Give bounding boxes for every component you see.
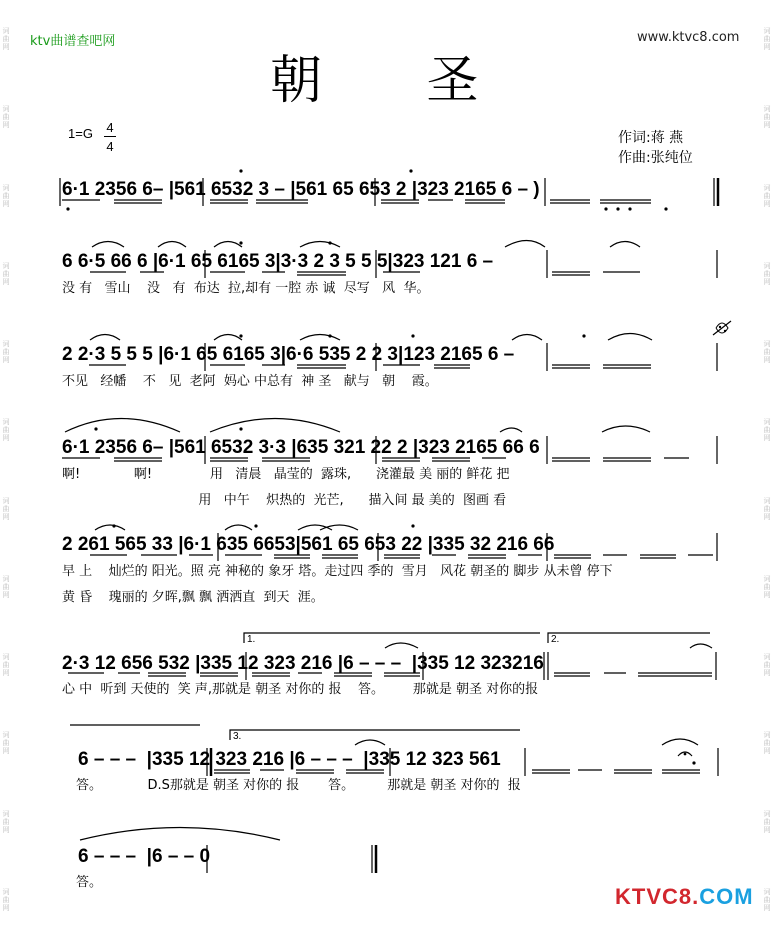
side-text: 词曲网 (2, 574, 10, 599)
side-text: 词曲网 (763, 809, 771, 834)
lyric-row-4a: 啊! 啊! 用 清晨 晶莹的 露珠, 浇灌最 美 丽的 鲜花 把 (62, 467, 510, 482)
time-bottom: 4 (104, 136, 116, 154)
logo-text-blue: COM (699, 884, 754, 909)
notation-row-1: 6·1 2356 6– |561 6532 3 – |561 65 653 2 |323 2165 6 – ) (62, 179, 540, 200)
volta-3: 3. (233, 731, 242, 742)
side-text: 词曲网 (763, 183, 771, 208)
ktvc8-logo (615, 884, 754, 910)
side-text: 词曲网 (763, 340, 771, 365)
lyric-row-5b: 黄 昏 瑰丽的 夕晖,飘 飘 洒洒直 到天 涯。 (62, 590, 324, 605)
lyric-row-7: 答。 D.S那就是 朝圣 对你的 报 答。 那就是 朝圣 对你的 报 (76, 778, 521, 793)
side-text: 词曲网 (763, 653, 771, 678)
volta-2: 2. (551, 634, 560, 645)
notation-row-3: 2 2·3 5 5 5 |6·1 65 6165 3|6·6 535 2 2 3|123 2165 6 – (62, 344, 515, 365)
logo-text-red: KTVC8. (615, 884, 700, 909)
side-text: 词曲网 (2, 418, 10, 443)
notation-row-6: 2·3 12 656 532 |335 12 323 216 |6 – – – |335 12 323216 (62, 653, 544, 674)
lyric-row-6: 心 中 听到 天使的 笑 声,那就是 朝圣 对你的 报 答。 那就是 朝圣 对你的报 (62, 682, 539, 697)
notation-row-4: 6·1 2356 6– |561 6532 3·3 |635 321 22 2 |323 2165 66 6 (62, 437, 540, 458)
song-title: 朝 圣 (270, 51, 523, 111)
side-text: 词曲网 (2, 809, 10, 834)
side-text: 词曲网 (2, 496, 10, 521)
side-text: 词曲网 (763, 731, 771, 756)
composer: 作曲:张纯位 (618, 150, 693, 166)
notation-row-2: 6 6·5 66 6 |6·1 65 6165 3|3·3 2 3 5 5 5|323 121 6 – (62, 251, 494, 272)
side-text: 词曲网 (2, 27, 10, 52)
notation-row-7: 6 – – – |335 12 323 216 |6 – – – |335 12 323 561 (78, 749, 501, 770)
lyric-row-2: 没 有 雪山 没 有 布达 拉,却有 一腔 赤 诚 尽写 风 华。 (62, 281, 430, 296)
lyricist: 作词:蒋 燕 (618, 130, 684, 146)
side-text: 词曲网 (2, 105, 10, 130)
lyric-row-4b: 用 中午 炽热的 光芒, 描入间 最 美的 图画 看 (62, 493, 507, 508)
side-text: 词曲网 (763, 27, 771, 52)
side-text: 词曲网 (2, 261, 10, 286)
side-text: 词曲网 (763, 418, 771, 443)
side-text: 词曲网 (2, 653, 10, 678)
side-text: 词曲网 (763, 261, 771, 286)
side-text: 词曲网 (2, 731, 10, 756)
site-link-right[interactable]: www.ktvc8.com (637, 30, 740, 45)
site-link-left[interactable]: ktv曲谱查吧网 (30, 34, 116, 49)
key-signature: 1=G (68, 126, 93, 141)
lyric-row-3: 不见 经幡 不 见 老阿 妈心 中总有 神 圣 献与 朝 霞。 (62, 374, 438, 389)
side-text: 词曲网 (763, 105, 771, 130)
volta-1: 1. (247, 634, 256, 645)
time-top: 4 (106, 120, 114, 135)
notation-row-5: 2 261 565 33 |6·1 635 6653|561 65 653 22 |335 32 216 66 (62, 534, 555, 555)
side-text: 词曲网 (2, 887, 10, 912)
side-text: 词曲网 (763, 574, 771, 599)
side-text: 词曲网 (763, 887, 771, 912)
lyric-row-5a: 早 上 灿烂的 阳光。照 亮 神秘的 象牙 塔。走过四 季的 雪月 风花 朝圣的 脚步 从未曾 停下 (62, 564, 613, 579)
side-text: 词曲网 (2, 183, 10, 208)
notation-row-8: 6 – – – |6 – – 0 (78, 846, 211, 867)
side-text: 词曲网 (763, 496, 771, 521)
lyric-row-8: 答。 (76, 875, 103, 890)
side-text: 词曲网 (2, 340, 10, 365)
